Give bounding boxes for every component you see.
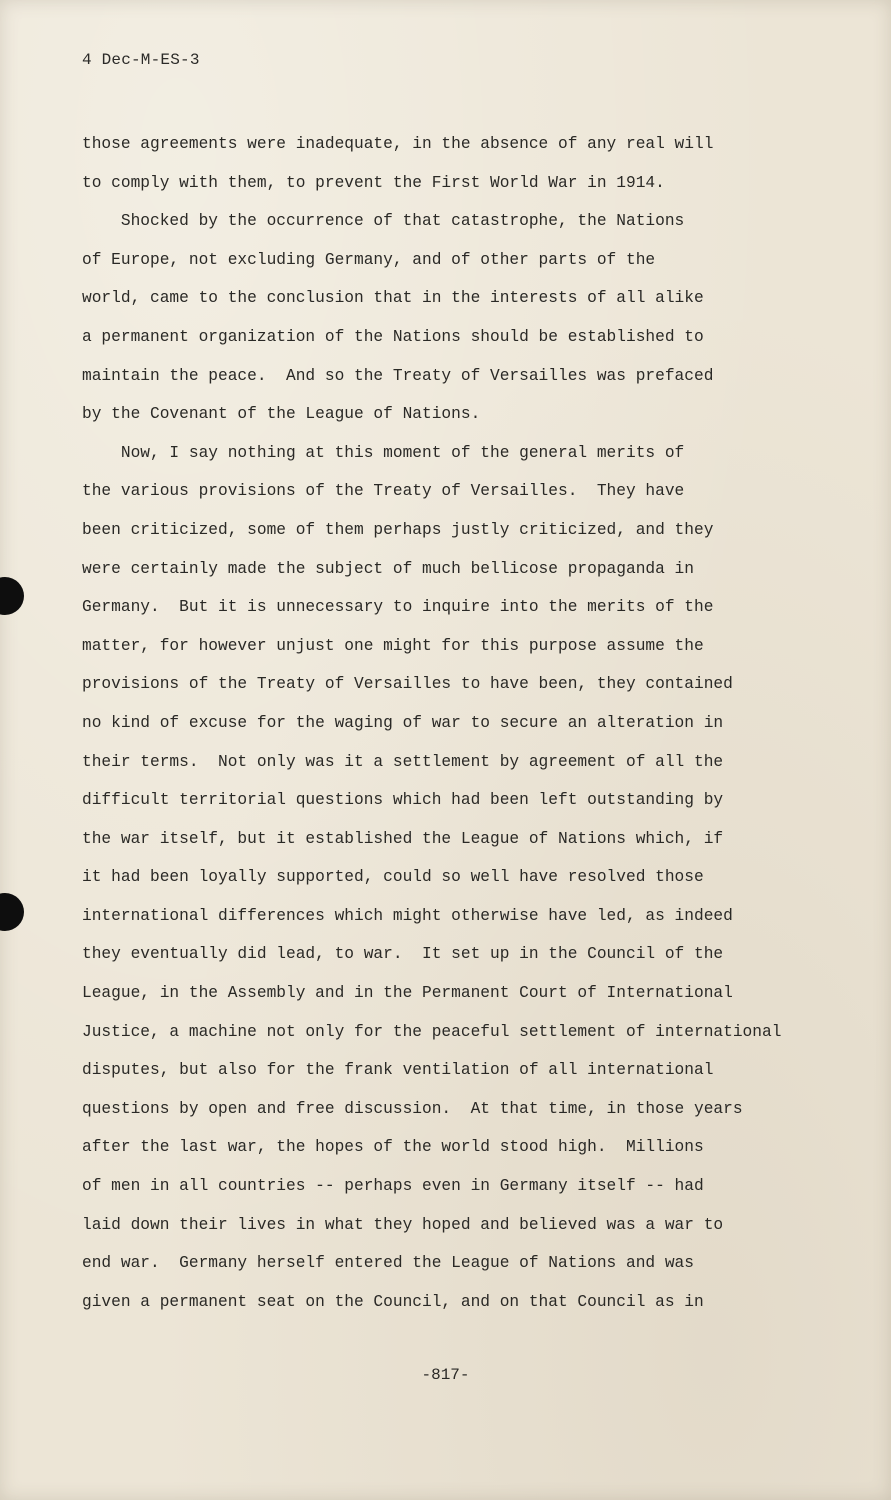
text-line: international differences which might otherwise have led, as indeed: [82, 906, 733, 925]
text-line: by the Covenant of the League of Nations.: [82, 405, 481, 424]
text-line: Now, I say nothing at this moment of the general merits of: [82, 443, 685, 462]
text-line: were certainly made the subject of much bellicose propaganda in: [82, 559, 694, 578]
text-line: to comply with them, to prevent the First World War in 1914.: [82, 173, 665, 192]
text-line: their terms. Not only was it a settlement by agreement of all the: [82, 752, 724, 771]
text-line: provisions of the Treaty of Versailles to have been, they contained: [82, 675, 733, 694]
text-line: Germany. But it is unnecessary to inquire into the merits of the: [82, 598, 714, 617]
text-line: after the last war, the hopes of the world stood high. Millions: [82, 1138, 704, 1157]
text-line: matter, for however unjust one might for this purpose assume the: [82, 636, 704, 655]
text-line: the war itself, but it established the League of Nations which, if: [82, 829, 724, 848]
text-line: the various provisions of the Treaty of Versailles. They have: [82, 482, 685, 501]
text-line: League, in the Assembly and in the Permanent Court of International: [82, 984, 733, 1003]
text-line: disputes, but also for the frank ventilation of all international: [82, 1061, 714, 1080]
binder-punch-hole-bottom: [0, 893, 24, 931]
text-line: world, came to the conclusion that in the interests of all alike: [82, 289, 704, 308]
page-identifier: 4 Dec-M-ES-3: [82, 51, 200, 69]
binder-punch-hole-top: [0, 577, 24, 615]
text-line: been criticized, some of them perhaps justly criticized, and they: [82, 520, 714, 539]
text-line: of men in all countries -- perhaps even in Germany itself -- had: [82, 1177, 704, 1196]
text-line: given a permanent seat on the Council, and on that Council as in: [82, 1292, 704, 1311]
text-line: no kind of excuse for the waging of war to secure an alteration in: [82, 713, 724, 732]
text-line: questions by open and free discussion. At that time, in those years: [82, 1099, 743, 1118]
text-line: end war. Germany herself entered the League of Nations and was: [82, 1254, 694, 1273]
text-line: a permanent organization of the Nations should be established to: [82, 327, 704, 346]
text-line: of Europe, not excluding Germany, and of other parts of the: [82, 250, 656, 269]
text-line: Justice, a machine not only for the peaceful settlement of international: [82, 1022, 782, 1041]
page-number: -817-: [421, 1366, 470, 1384]
text-line: those agreements were inadequate, in the absence of any real will: [82, 135, 714, 153]
text-line: laid down their lives in what they hoped and believed was a war to: [82, 1215, 724, 1234]
text-line: it had been loyally supported, could so well have resolved those: [82, 868, 704, 887]
text-line: difficult territorial questions which had been left outstanding by: [82, 791, 724, 810]
text-line: Shocked by the occurrence of that catastrophe, the Nations: [82, 212, 685, 231]
text-line: they eventually did lead, to war. It set up in the Council of the: [82, 945, 724, 964]
typed-body-text: [82, 125, 802, 1321]
text-line: maintain the peace. And so the Treaty of Versailles was prefaced: [82, 366, 714, 385]
